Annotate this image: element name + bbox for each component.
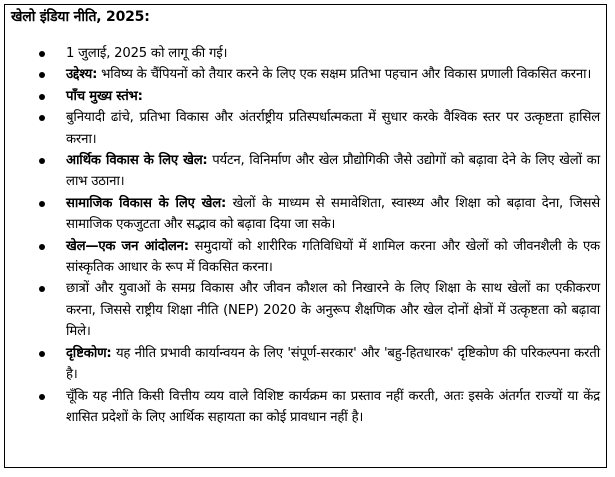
list-item xyxy=(11,150,600,193)
item-text: खेलों के माध्यम से समावेशिता, स्वास्थ्य और शिक्षा को बढ़ावा देना, जिससे सामाजिक एकजुटता और सद्भाव को बढ़ावा दिया जा सके। xyxy=(66,195,600,233)
list-item xyxy=(11,86,600,107)
bullet-icon xyxy=(39,201,45,207)
item-lead: सामाजिक विकास के लिए खेल: xyxy=(66,195,227,211)
box-heading: खेलो इंडिया नीति, 2025: xyxy=(11,9,150,25)
bullet-icon xyxy=(39,51,45,57)
item-lead: पाँच मुख्य स्तंभ: xyxy=(66,88,143,104)
bullet-icon xyxy=(39,72,45,78)
bullet-icon xyxy=(39,94,45,100)
item-text: पर्यटन, विनिर्माण और खेल प्रौद्योगिकी जैसे उद्योगों को बढ़ावा देने के लिए खेलों का लाभ उठाना। xyxy=(66,153,600,190)
item-lead: आर्थिक विकास के लिए खेल: xyxy=(66,153,208,169)
policy-box xyxy=(4,4,607,468)
bullet-icon xyxy=(39,394,45,400)
item-text: भविष्य के चैंपियनों को तैयार करने के लिए एक सक्षम प्रतिभा पहचान और विकास प्रणाली विकसित करना। xyxy=(97,67,592,83)
policy-points-list xyxy=(11,43,600,428)
list-item xyxy=(11,343,600,386)
item-lead: दृष्टिकोण: xyxy=(66,345,112,361)
list-item xyxy=(11,386,600,429)
list-item xyxy=(11,193,600,236)
list-item xyxy=(11,236,600,279)
bullet-icon xyxy=(39,286,45,292)
item-text: यह नीति प्रभावी कार्यान्वयन के लिए 'संपूर्ण-सरकार' और 'बहु-हितधारक' दृष्टिकोण की परिकल्पना करती है। xyxy=(66,345,600,383)
list-item xyxy=(11,64,600,85)
item-text: समुदायों को शारीरिक गतिविधियों में शामिल करना और खेलों को जीवनशैली के एक सांस्कृतिक आधार के रूप में विकसित करना। xyxy=(66,238,600,276)
bullet-icon xyxy=(39,115,45,121)
item-lead: खेल—एक जन आंदोलन: xyxy=(66,238,189,254)
item-text: बुनियादी ढांचे, प्रतिभा विकास और अंतर्राष्ट्रीय प्रतिस्पर्धात्मकता में सुधार करके वैश्विक स्तर पर उत्कृष्टता हासिल करना। xyxy=(66,110,600,147)
item-text: 1 जुलाई, 2025 को लागू की गई। xyxy=(66,46,228,61)
bullet-icon xyxy=(39,158,45,164)
list-item xyxy=(11,43,600,64)
list-item xyxy=(11,107,600,150)
bullet-icon xyxy=(39,351,45,357)
list-item xyxy=(11,278,600,342)
item-text: छात्रों और युवाओं के समग्र विकास और जीवन कौशल को निखारने के लिए शिक्षा के साथ खेलों का एकीकरण करना, जिससे राष्ट्रीय शिक्षा नीति (NEP) 2020 के अनुरूप शैक्षणिक और खेल दोनों क्षेत्रों में उत्कृष्टता को बढ़ावा मिले। xyxy=(66,281,600,340)
item-text: चूँकि यह नीति किसी वित्तीय व्यय वाले विशिष्ट कार्यक्रम का प्रस्ताव नहीं करती, अतः इसके अंतर्गत राज्यों या केंद्र शासित प्रदेशों के लिए आर्थिक सहायता का कोई प्रावधान नहीं है। xyxy=(66,388,600,425)
item-lead: उद्देश्य: xyxy=(66,67,98,83)
bullet-icon xyxy=(39,244,45,250)
